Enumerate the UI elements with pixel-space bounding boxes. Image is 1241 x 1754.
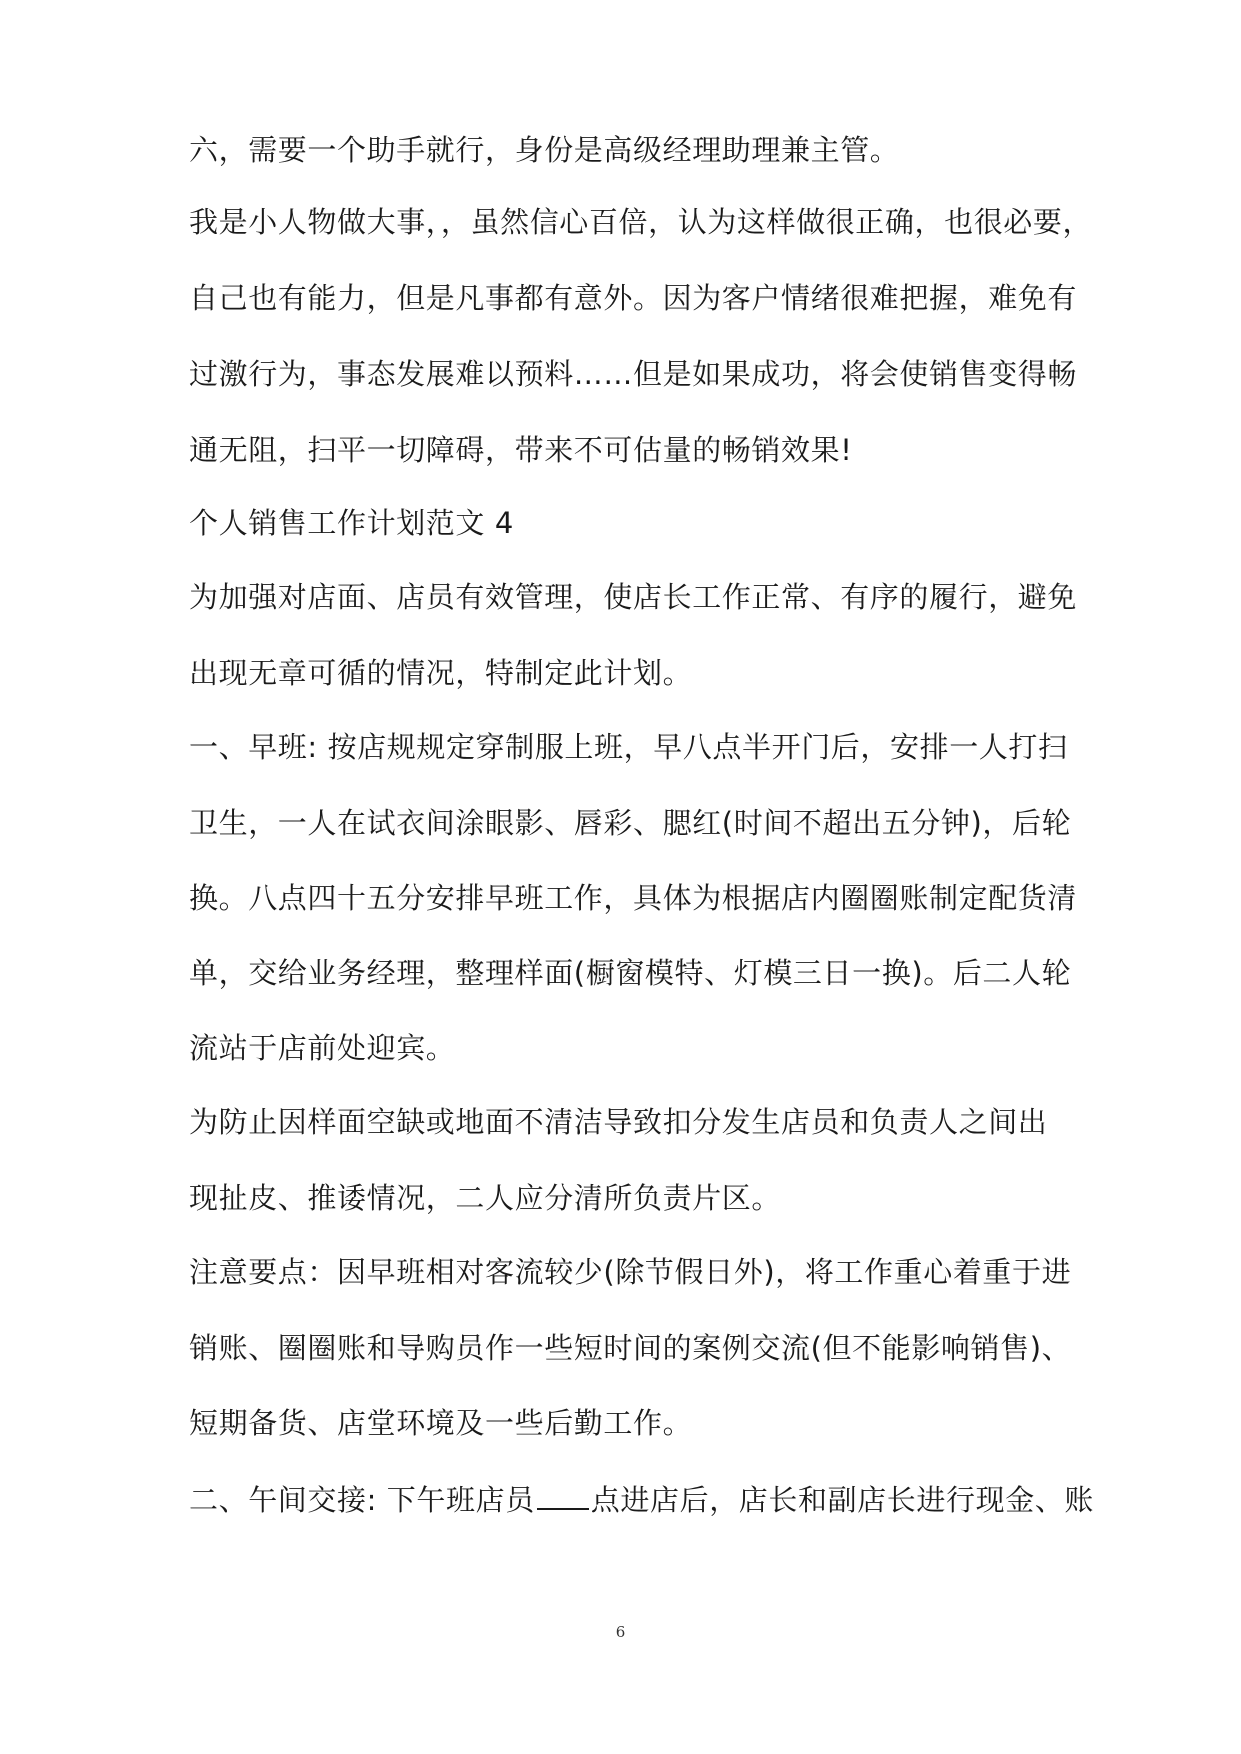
text-after-blank: 点进店后，店长和副店长进行现金、账: [590, 1483, 1094, 1517]
text-line: 通无阻，扫平一切障碍，带来不可估量的畅销效果!: [189, 433, 853, 467]
fill-in-blank: [537, 1478, 589, 1510]
text-line: 过激行为，事态发展难以预料……但是如果成功，将会使销售变得畅: [189, 357, 1078, 391]
text-line: 出现无章可循的情况，特制定此计划。: [189, 656, 693, 690]
page-number: 6: [615, 1623, 626, 1641]
text-line: 卫生，一人在试衣间涂眼影、唇彩、腮红(时间不超出五分钟)，后轮: [189, 806, 1072, 840]
text-line: 流站于店前处迎宾。: [189, 1031, 456, 1065]
text-line: 换。八点四十五分安排早班工作，具体为根据店内圈圈账制定配货清: [189, 881, 1078, 915]
text-line: [189, 1478, 1094, 1520]
text-line: 现扯皮、推诿情况，二人应分清所负责片区。: [189, 1181, 782, 1215]
text-before-blank: 二、午间交接: 下午班店员: [189, 1483, 535, 1517]
text-line: 我是小人物做大事，，虽然信心百倍，认为这样做很正确，也很必要，: [189, 205, 1093, 239]
text-line: 自己也有能力，但是凡事都有意外。因为客户情绪很难把握，难免有: [189, 281, 1078, 315]
text-line: 一、早班: 按店规规定穿制服上班，早八点半开门后，安排一人打扫: [189, 730, 1068, 764]
text-line: 为加强对店面、店员有效管理，使店长工作正常、有序的履行，避免: [189, 580, 1078, 614]
text-line: 为防止因样面空缺或地面不清洁导致扣分发生店员和负责人之间出: [189, 1105, 1048, 1139]
text-line: 短期备货、店堂环境及一些后勤工作。: [189, 1406, 693, 1440]
text-line: 六，需要一个助手就行，身份是高级经理助理兼主管。: [189, 133, 900, 167]
section-heading: 个人销售工作计划范文 4: [189, 506, 514, 540]
text-line: 注意要点：因早班相对客流较少(除节假日外)，将工作重心着重于进: [189, 1255, 1072, 1289]
text-line: 单，交给业务经理，整理样面(橱窗模特、灯模三日一换)。后二人轮: [189, 956, 1072, 990]
text-line: 销账、圈圈账和导购员作一些短时间的案例交流(但不能影响销售)、: [189, 1331, 1072, 1365]
